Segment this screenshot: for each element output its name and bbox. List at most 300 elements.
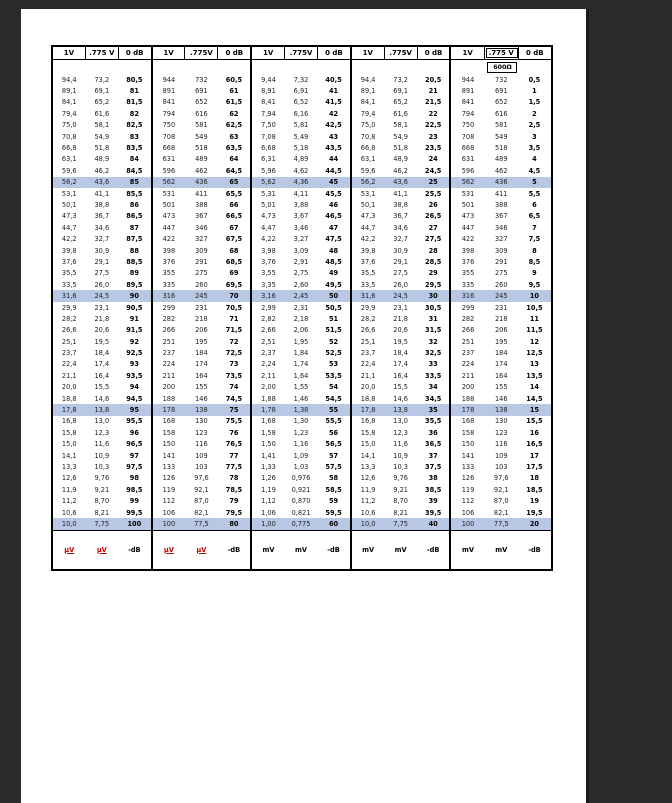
table-cell: 65,2 — [393, 98, 408, 107]
table-cell: 53 — [328, 360, 339, 369]
table-cell: 69,5 — [225, 280, 243, 289]
table-cell: 73,2 — [94, 75, 110, 84]
table-cell: 53,5 — [325, 371, 342, 380]
table-cell: 562 — [162, 178, 176, 187]
table-cell: 14,6 — [94, 394, 110, 403]
table-row — [451, 359, 551, 370]
table-cell: 123 — [195, 428, 208, 437]
table-cell: 88,5 — [126, 257, 143, 266]
table-row — [53, 450, 151, 461]
table-row — [153, 222, 251, 233]
table-row — [153, 245, 251, 256]
table-cell: 40,5 — [325, 75, 342, 84]
table-row — [252, 404, 350, 415]
unit-label: -dB — [327, 545, 340, 554]
table-row — [451, 177, 551, 188]
table-row — [352, 268, 450, 279]
unit-label: µV — [163, 545, 174, 554]
table-cell: 97,6 — [493, 474, 509, 483]
table-cell: 60,5 — [225, 75, 243, 84]
table-cell: 23,7 — [360, 349, 376, 358]
column-header-row — [153, 47, 251, 60]
table-row — [153, 370, 251, 381]
table-row — [53, 245, 151, 256]
table-row — [53, 154, 151, 165]
table-cell: 316 — [461, 292, 475, 301]
table-row — [352, 131, 450, 142]
table-row — [352, 302, 450, 313]
table-cell: 422 — [162, 235, 176, 244]
table-cell: 30 — [428, 292, 438, 301]
table-cell: 6,5 — [528, 212, 541, 221]
table-cell: 51,8 — [94, 144, 110, 153]
table-cell: 17 — [529, 451, 540, 460]
table-cell: 14 — [529, 383, 540, 392]
table-cell: 116 — [195, 440, 208, 449]
table-row — [153, 302, 251, 313]
column-header: 0 dB — [325, 49, 343, 57]
table-cell: 447 — [461, 223, 475, 232]
table-cell: 266 — [461, 326, 475, 335]
table-cell: 245 — [494, 292, 508, 301]
table-cell: 66,8 — [360, 144, 376, 153]
table-cell: 3,27 — [293, 235, 309, 244]
table-row — [352, 177, 450, 188]
table-cell: 150 — [461, 440, 475, 449]
header-spacer — [53, 60, 151, 74]
table-cell: 3,35 — [261, 280, 276, 289]
table-row — [252, 165, 350, 176]
table-row — [153, 188, 251, 199]
table-cell: 17,4 — [393, 360, 408, 369]
table-cell: 188 — [461, 394, 475, 403]
table-row — [153, 416, 251, 427]
unit-footer-row — [352, 530, 450, 569]
table-cell: 6,91 — [293, 87, 309, 96]
table-cell: 732 — [494, 75, 508, 84]
table-cell: 23 — [428, 132, 438, 141]
table-cell: 35,5 — [360, 269, 376, 278]
table-cell: 282 — [461, 314, 475, 323]
table-cell: 9,44 — [261, 75, 276, 84]
table-cell: 1,5 — [528, 98, 541, 107]
table-cell: 944 — [461, 75, 475, 84]
table-cell: 35,5 — [425, 417, 442, 426]
table-cell: 29,9 — [61, 303, 77, 312]
table-row — [53, 256, 151, 267]
table-cell: 61,6 — [94, 109, 110, 118]
table-cell: 4,11 — [293, 189, 309, 198]
table-column-group — [153, 47, 253, 569]
table-cell: 8,21 — [393, 508, 408, 517]
table-cell: 2,82 — [261, 314, 276, 323]
table-cell: 10,5 — [526, 303, 543, 312]
column-header: .775V — [185, 47, 218, 59]
table-cell: 501 — [461, 200, 475, 209]
table-row — [153, 518, 251, 529]
table-row — [53, 404, 151, 415]
table-row — [451, 154, 551, 165]
table-cell: 22 — [428, 109, 438, 118]
unit-label: -dB — [128, 545, 141, 554]
table-row — [153, 199, 251, 210]
column-header: .775 V — [485, 47, 519, 59]
table-row — [352, 416, 450, 427]
table-cell: 20,0 — [360, 383, 376, 392]
table-cell: 2,75 — [293, 269, 309, 278]
table-cell: 67 — [229, 223, 239, 232]
table-cell: 112 — [162, 497, 176, 506]
table-cell: 47,3 — [360, 212, 376, 221]
table-cell: 7,5 — [528, 235, 541, 244]
table-row — [53, 461, 151, 472]
table-cell: 5 — [532, 178, 537, 187]
table-cell: 31 — [428, 314, 438, 323]
table-cell: 2,91 — [293, 257, 309, 266]
table-cell: 48,9 — [94, 155, 110, 164]
table-cell: 24,5 — [425, 166, 442, 175]
unit-footer-row — [153, 530, 251, 569]
table-cell: 85 — [129, 178, 139, 187]
table-cell: 891 — [461, 87, 475, 96]
table-cell: 275 — [494, 269, 508, 278]
table-row — [451, 199, 551, 210]
table-cell: 26 — [428, 200, 438, 209]
table-cell: 69,1 — [393, 87, 408, 96]
table-row — [252, 393, 350, 404]
table-cell: 168 — [461, 417, 475, 426]
table-row — [352, 450, 450, 461]
table-row — [252, 461, 350, 472]
table-cell: 98 — [129, 474, 139, 483]
table-cell: 12,6 — [61, 474, 77, 483]
table-cell: 82 — [129, 109, 139, 118]
table-cell: 99,5 — [126, 508, 143, 517]
table-row — [53, 484, 151, 495]
column-header-row — [352, 47, 450, 60]
table-cell: 29,1 — [94, 257, 110, 266]
table-cell: 15,8 — [360, 428, 376, 437]
table-cell: 103 — [195, 462, 208, 471]
table-cell: 22,4 — [360, 360, 376, 369]
table-cell: 8,70 — [94, 497, 110, 506]
table-row — [252, 313, 350, 324]
table-cell: 43 — [328, 132, 339, 141]
table-row — [153, 461, 251, 472]
table-cell: 335 — [162, 280, 176, 289]
table-cell: 106 — [461, 508, 475, 517]
table-cell: 6,52 — [293, 98, 309, 107]
table-cell: 7,94 — [261, 109, 276, 118]
column-header: .775V — [285, 47, 318, 59]
table-cell: 72 — [229, 337, 239, 346]
table-cell: 96,5 — [126, 440, 143, 449]
table-row — [153, 325, 251, 336]
table-cell: 56 — [328, 428, 339, 437]
table-cell: 33,5 — [61, 280, 77, 289]
table-cell: 7,75 — [94, 519, 110, 528]
unit-label: mV — [394, 545, 407, 554]
table-cell: 1,58 — [261, 428, 276, 437]
unit-label: mV — [262, 545, 275, 554]
table-cell: 275 — [195, 269, 208, 278]
table-cell: 1,95 — [293, 337, 309, 346]
table-cell: 14,6 — [393, 394, 408, 403]
table-row — [153, 233, 251, 244]
table-row — [451, 290, 551, 301]
table-cell: 65,5 — [225, 189, 243, 198]
table-cell: 367 — [494, 212, 508, 221]
table-cell: 70,8 — [360, 132, 376, 141]
table-cell: 3,98 — [261, 246, 276, 255]
table-row — [451, 313, 551, 324]
table-cell: 37,6 — [360, 257, 376, 266]
unit-label: mV — [295, 545, 307, 554]
table-row — [153, 439, 251, 450]
table-cell: 398 — [162, 246, 176, 255]
table-cell: 30,9 — [94, 246, 110, 255]
table-cell: 38,5 — [425, 485, 442, 494]
table-row — [352, 154, 450, 165]
unit-label: mV — [462, 545, 475, 554]
table-cell: 79,4 — [61, 109, 77, 118]
table-cell: 146 — [494, 394, 508, 403]
table-cell: 77 — [229, 451, 239, 460]
table-cell: 58,5 — [325, 485, 342, 494]
table-cell: 73 — [229, 360, 239, 369]
table-row — [153, 131, 251, 142]
table-cell: 21 — [428, 87, 438, 96]
table-cell: 518 — [195, 144, 208, 153]
table-cell: 43,6 — [94, 178, 110, 187]
table-row — [352, 120, 450, 131]
table-cell: 83 — [129, 132, 139, 141]
table-cell: 19,5 — [94, 337, 110, 346]
table-cell: 116 — [494, 440, 508, 449]
table-row — [153, 404, 251, 415]
table-cell: 367 — [195, 212, 208, 221]
table-row — [53, 199, 151, 210]
table-row — [451, 279, 551, 290]
table-row — [451, 473, 551, 484]
table-cell: 581 — [195, 121, 208, 130]
table-cell: 97,6 — [194, 474, 209, 483]
table-row — [352, 165, 450, 176]
table-cell: 32 — [428, 337, 438, 346]
table-cell: 562 — [461, 178, 475, 187]
table-cell: 12,5 — [526, 349, 543, 358]
table-cell: 13,0 — [94, 417, 110, 426]
table-cell: 27,5 — [94, 269, 110, 278]
table-cell: 74 — [229, 383, 239, 392]
table-cell: 95,5 — [126, 417, 143, 426]
table-cell: 25,1 — [61, 337, 77, 346]
table-cell: 56,2 — [61, 178, 77, 187]
table-row — [53, 313, 151, 324]
table-cell: 26,6 — [61, 326, 77, 335]
table-row — [252, 74, 350, 85]
table-row — [252, 120, 350, 131]
table-cell: 750 — [162, 121, 176, 130]
table-cell: 422 — [461, 235, 475, 244]
table-cell: 29,9 — [360, 303, 376, 312]
table-row — [352, 382, 450, 393]
table-cell: 39 — [428, 497, 438, 506]
table-cell: 23,1 — [94, 303, 110, 312]
table-cell: 1,74 — [293, 360, 309, 369]
table-cell: 7,08 — [261, 132, 276, 141]
table-row — [352, 74, 450, 85]
table-row — [451, 427, 551, 438]
table-cell: 34,5 — [425, 394, 442, 403]
table-row — [53, 74, 151, 85]
table-cell: 44,5 — [325, 166, 342, 175]
table-row — [153, 359, 251, 370]
table-cell: 43,6 — [393, 178, 408, 187]
table-row — [53, 120, 151, 131]
unit-label: -dB — [227, 545, 241, 554]
table-cell: 7,32 — [293, 75, 309, 84]
unit-footer-row — [53, 530, 151, 569]
table-cell: 84,5 — [126, 166, 143, 175]
table-row — [53, 347, 151, 358]
table-cell: 93 — [129, 360, 139, 369]
table-row — [451, 461, 551, 472]
table-row — [451, 97, 551, 108]
table-cell: 79 — [229, 497, 239, 506]
table-cell: 8,70 — [393, 497, 408, 506]
table-cell: 21,5 — [425, 98, 442, 107]
table-cell: 164 — [494, 371, 508, 380]
table-cell: 64 — [229, 155, 239, 164]
column-header: .775V — [385, 47, 418, 59]
table-cell: 18,4 — [94, 349, 110, 358]
table-cell: 66 — [229, 200, 239, 209]
table-cell: 3,67 — [293, 212, 309, 221]
table-cell: 138 — [494, 406, 508, 415]
table-row — [451, 450, 551, 461]
table-row — [352, 188, 450, 199]
table-row — [252, 382, 350, 393]
table-cell: 84,1 — [61, 98, 77, 107]
table-cell: 16 — [529, 428, 540, 437]
table-cell: 668 — [162, 144, 176, 153]
table-cell: 195 — [494, 337, 508, 346]
table-cell: 251 — [461, 337, 475, 346]
table-row — [352, 108, 450, 119]
table-row — [352, 199, 450, 210]
table-cell: 4,36 — [293, 178, 309, 187]
table-cell: 29 — [428, 269, 438, 278]
table-cell: 2,11 — [261, 371, 276, 380]
table-row — [153, 427, 251, 438]
table-cell: 388 — [494, 200, 508, 209]
table-cell: 93,5 — [126, 371, 143, 380]
table-cell: 266 — [162, 326, 176, 335]
table-cell: 6,68 — [261, 144, 276, 153]
table-cell: 6,16 — [293, 109, 309, 118]
table-row — [451, 347, 551, 358]
table-row — [252, 85, 350, 96]
table-cell: 97,5 — [126, 462, 143, 471]
table-cell: 69,1 — [94, 87, 110, 96]
table-cell: 35,5 — [61, 269, 77, 278]
table-row — [252, 427, 350, 438]
table-cell: 398 — [461, 246, 475, 255]
table-cell: 59,6 — [360, 166, 376, 175]
table-cell: 1,12 — [261, 497, 276, 506]
table-cell: 130 — [195, 417, 208, 426]
table-row — [252, 256, 350, 267]
table-cell: 489 — [195, 155, 208, 164]
table-cell: 531 — [162, 189, 176, 198]
header-spacer — [352, 60, 450, 74]
table-row — [252, 188, 350, 199]
table-cell: 59,6 — [61, 166, 77, 175]
table-cell: 158 — [461, 428, 475, 437]
table-cell: 5,18 — [293, 144, 309, 153]
table-cell: 4,22 — [261, 235, 276, 244]
table-cell: 668 — [461, 144, 475, 153]
header-spacer — [153, 60, 251, 74]
table-cell: 50,1 — [61, 200, 77, 209]
column-header: 1V — [252, 47, 285, 59]
table-cell: 1,68 — [261, 417, 276, 426]
table-cell: 15,8 — [61, 428, 77, 437]
table-row — [153, 256, 251, 267]
table-row — [451, 142, 551, 153]
table-cell: 7 — [532, 223, 537, 232]
table-row — [451, 222, 551, 233]
table-cell: 55,5 — [325, 417, 342, 426]
table-cell: 206 — [494, 326, 508, 335]
table-row — [153, 290, 251, 301]
table-cell: 58,1 — [94, 121, 110, 130]
column-header-row — [252, 47, 350, 60]
table-cell: 489 — [494, 155, 508, 164]
table-cell: 211 — [162, 371, 176, 380]
table-row — [153, 97, 251, 108]
table-cell: 77,5 — [493, 519, 509, 528]
column-header: 0 dB — [424, 49, 443, 57]
table-cell: 15,0 — [360, 440, 376, 449]
table-row — [451, 416, 551, 427]
table-cell: 61 — [229, 87, 239, 96]
table-cell: 4,5 — [528, 166, 541, 175]
table-cell: 27,5 — [425, 235, 442, 244]
table-cell: 58,1 — [393, 121, 408, 130]
table-row — [252, 97, 350, 108]
table-row — [352, 393, 450, 404]
unit-label: µV — [196, 545, 207, 554]
table-cell: 2,37 — [261, 349, 276, 358]
table-row — [252, 302, 350, 313]
table-cell: 38 — [428, 474, 438, 483]
table-cell: 7,75 — [393, 519, 408, 528]
table-row — [451, 518, 551, 529]
table-row — [352, 427, 450, 438]
table-row — [252, 439, 350, 450]
table-cell: 2,00 — [261, 383, 276, 392]
table-cell: 1,00 — [261, 519, 276, 528]
table-row — [352, 473, 450, 484]
table-row — [352, 439, 450, 450]
table-row — [252, 507, 350, 518]
table-cell: 16,8 — [61, 417, 77, 426]
table-cell: 141 — [461, 451, 475, 460]
table-cell: 200 — [461, 383, 475, 392]
table-cell: 316 — [162, 292, 176, 301]
